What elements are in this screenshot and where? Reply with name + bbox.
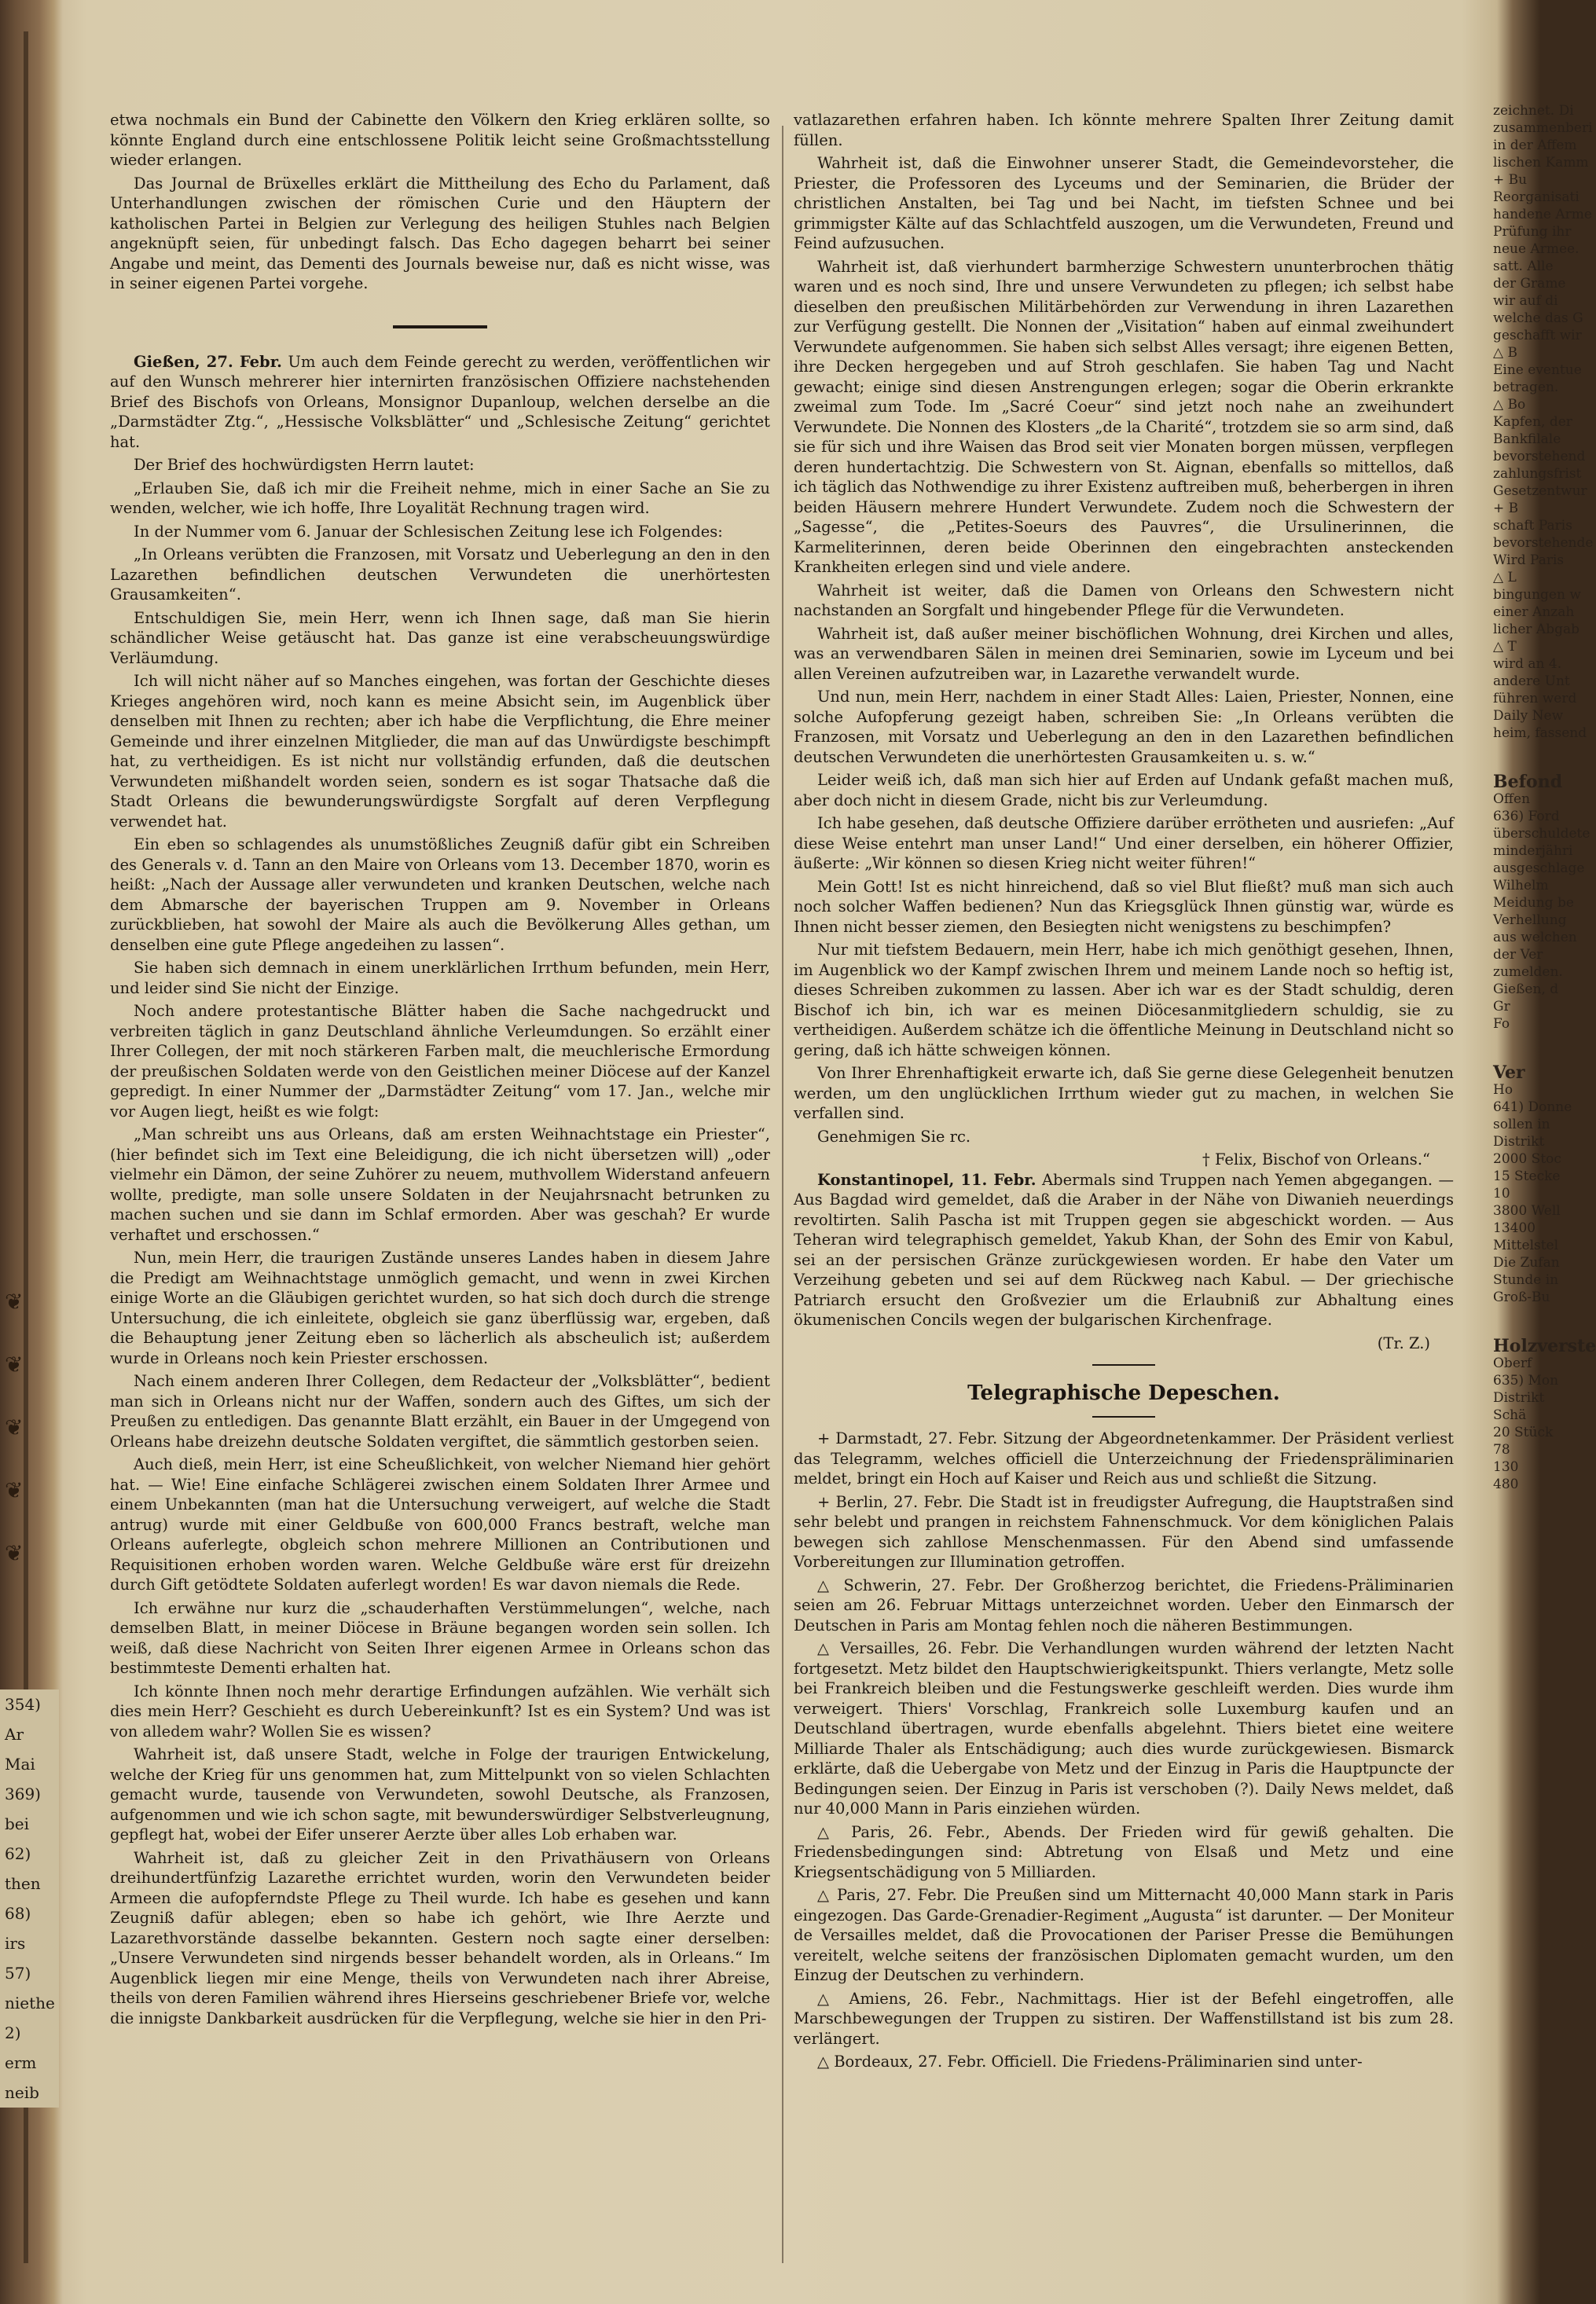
telegram-entry: △ Versailles, 26. Febr. Die Verhandlungen wurden während der letzten Nacht fortgesetzt. Metz bildet den Hauptschwierigkeitspunkt. Thiers verlangte, Metz solle bei Frankreich bleiben und die Festungswerke geschleift werden. Dies wurde ihm verweigert. Thiers' Vorschlag, Frankreich solle Luxemburg kaufen und an Deutschland übertragen, wurde ebenfalls abgelehnt. Thiers bietet eine weitere Milliarde Thaler als Entschädigung; auch dies wurde zurückgewiesen. Bismarck erklärte, daß die Uebergabe von Metz und der Einzug in Paris die Hauptpuncte der Bedingungen seien. Der Einzug in Paris ist verschoben (?). Daily News meldet, daß nur 40,000 Mann in Paris einziehen würden. (794, 1639, 1454, 1818)
article-paragraph: Von Ihrer Ehrenhaftigkeit erwarte ich, daß Sie gerne diese Gelegenheit benutzen werden, um den unglücklichen Irrthum wieder gut zu machen, in welchen Sie verfallen sind. (794, 1064, 1454, 1122)
next-page-text (1493, 102, 1594, 742)
telegram-entry: + Berlin, 27. Febr. Die Stadt ist in freudigster Aufregung, die Hauptstraßen sind sehr belebt und prangen in reichstem Fahnenschmuck. Vor dem königlichen Palais bewegen sich zahllose Menschenmassen. Für den Abend sind umfassende Vorbereitungen zur Illumination getroffen. (794, 1492, 1454, 1571)
telegram-entry: △ Bordeaux, 27. Febr. Officiell. Die Friedens-Präliminarien sind unter- (817, 2053, 1363, 2071)
fragment: erm (0, 2048, 59, 2078)
ad-heading: Befond (1493, 772, 1563, 792)
article-paragraph: Das Journal de Brüxelles erklärt die Mittheilung des Echo du Parlament, daß Unterhandlungen zwischen der römischen Curie und den Häuptern der katholischen Partei in Belgien zur Verlegung des heiligen Stuhles nach Belgien angeknüpft seien, für unbedingt falsch. Das Echo dagegen beharrt bei seiner Angabe und meint, das Dementi des Journals beweise nur, daß es nicht wisse, was in seiner eigenen Partei vorgehe. (110, 174, 770, 292)
text-fragment: Distrikt (1493, 1134, 1545, 1150)
article-paragraph: Ein eben so schlagendes als unumstößliches Zeugniß dafür gibt ein Schreiben des Generals v. d. Tann an den Maire von Orleans vom 13. December 1870, worin es heißt: „Nach der Aussage aller verwundeten und kranken Deutschen, welche nach dem Abmarsche der bayerischen Truppen am 9. November in Orleans zurückblieben, hat sowohl der Maire als auch die Bevölkerung Alles gethan, um denselben eine gute Pflege angedeihen zu lassen“. (110, 835, 770, 954)
text-fragment: minderjähri (1493, 843, 1573, 859)
ornament-icon: ❦ (5, 1414, 24, 1440)
right-column (794, 110, 1454, 2279)
ad-text (1493, 791, 1590, 1033)
fragment: bei (0, 1809, 59, 1839)
text-fragment: Prüfung ihr (1493, 224, 1572, 240)
fragment: 62) (0, 1839, 59, 1869)
text-fragment: neue Armee. (1493, 241, 1579, 257)
text-fragment: 10 (1493, 1186, 1510, 1202)
fragment: 68) (0, 1899, 59, 1928)
text-fragment: welche das G (1493, 310, 1583, 326)
text-fragment: lischen Kamm (1493, 155, 1589, 171)
telegram-entry: △ Amiens, 26. Febr., Nachmittags. Hier ist der Befehl eingetroffen, alle Marschbewegungen der Truppen zu sistiren. Der Waffenstillstand ist bis zum 28. verlängert. (794, 1989, 1454, 2048)
ad-text (1493, 1081, 1572, 1306)
fragment: niethe (0, 1988, 59, 2018)
text-fragment: Daily New (1493, 708, 1564, 724)
fragment: irs (0, 1928, 59, 1958)
text-fragment: wird an 4. (1493, 656, 1562, 672)
article-paragraph: Noch andere protestantische Blätter haben die Sache nachgedruckt und verbreiten täglich in ganz Deutschland ähnliche Verleumdungen. So erzählt einer Ihrer Collegen, der mit noch stärkeren Farben malt, die meuchlerische Ermordung der preußischen Soldaten werde von den Geistlichen meiner Diöcese auf der Kanzel gepredigt. In einer Nummer der „Darmstädter Zeitung“ vom 17. Jan., welche mir vor Augen liegt, heißt es wie folgt: (110, 1002, 770, 1121)
text-fragment: Die Zufan (1493, 1255, 1560, 1271)
ad-heading: Ver (1493, 1062, 1525, 1083)
text-fragment: Fo (1493, 1016, 1510, 1032)
text-fragment: 15 Stecke (1493, 1169, 1561, 1184)
text-fragment: Reorganisati (1493, 189, 1579, 205)
article-paragraph: In der Nummer vom 6. Januar der Schlesischen Zeitung lese ich Folgendes: (134, 522, 723, 541)
text-fragment: Gießen, d (1493, 981, 1559, 997)
text-fragment: Verhellung (1493, 912, 1567, 928)
fragment: 369) (0, 1779, 59, 1809)
text-fragment: △ L (1493, 570, 1517, 585)
text-fragment: 3800 Well (1493, 1203, 1561, 1219)
text-fragment: 20 Stück (1493, 1425, 1554, 1440)
fragment: 57) (0, 1958, 59, 1988)
text-fragment: zahlungsfrist (1493, 466, 1582, 482)
fragment: 354) (0, 1689, 59, 1719)
article-paragraph: Wahrheit ist, daß unsere Stadt, welche in Folge der traurigen Entwickelung, welche der Krieg für uns genommen hat, zum Mittelpunkt von so vielen Schlachten gemacht wurde, tausende von Verwundeten, sowohl Deutsche, als Franzosen, aufgenommen und wie ich schon sagte, mit bewunderswürdiger Selbstverleugnung, gepflegt hat, wobei der Eifer unserer Aerzte über alles Lob erhaben war. (110, 1745, 770, 1844)
article-paragraph: Sie haben sich demnach in einem unerklärlichen Irrthum befunden, mein Herr, und leider sind Sie nicht der Einzige. (110, 959, 770, 997)
text-fragment: Gesetzentwur (1493, 483, 1587, 499)
article-paragraph: Nun, mein Herr, die traurigen Zustände unseres Landes haben in diesem Jahre die Predigt am Weihnachtstage unmöglich gemacht, und wenn in zwei Kirchen einige Worte an die Gläubigen gerichtet wurden, so hat sich doch durch die strenge Untersuchung, die ich einleitete, obgleich sie ganz überflüssig war, ergeben, daß die Behauptung jener Zeitung eben so lächerlich als abscheulich ist; außerdem wurde in Orleans noch kein Priester erschossen. (110, 1249, 770, 1367)
article-paragraph: etwa nochmals ein Bund der Cabinette den Völkern den Krieg erklären sollte, so könnte England durch eine entschlossene Politik leicht seine Großmachtsstellung wieder erlangen. (110, 111, 770, 169)
column-rule (782, 126, 783, 2263)
text-fragment: der Ver (1493, 947, 1543, 963)
text-fragment: wir auf di (1493, 293, 1558, 309)
text-fragment: handene Arme (1493, 207, 1592, 222)
text-fragment: + Bu (1493, 172, 1528, 188)
text-fragment: Distrikt (1493, 1390, 1545, 1406)
text-fragment: Mittelstel (1493, 1238, 1559, 1253)
fragment: Ar (0, 1719, 59, 1749)
text-fragment: + B (1493, 501, 1519, 516)
text-fragment: Wird Paris (1493, 552, 1565, 568)
fragment: Mai (0, 1749, 59, 1779)
text-fragment: Kapfen, der (1493, 414, 1572, 430)
article-paragraph: Und nun, mein Herr, nachdem in einer Stadt Alles: Laien, Priester, Nonnen, eine solche Aufopferung gezeigt haben, schreiben Sie: „In Orleans verübten die Franzosen, mit Vorsatz und Ueberlegung an den in den Lazarethen befindlichen deutschen Verwundeten die unerhörtesten Grausamkeiten u. s. w.“ (794, 688, 1454, 766)
text-fragment: licher Abgab (1493, 622, 1579, 637)
ad-text (1493, 1355, 1572, 1493)
text-fragment: in der Affem (1493, 138, 1577, 153)
text-fragment: 130 (1493, 1459, 1519, 1475)
article-paragraph: Genehmigen Sie rc. (817, 1127, 971, 1146)
text-fragment: 636) Ford (1493, 809, 1560, 824)
ornament-icon: ❦ (5, 1540, 24, 1566)
article-paragraph: Nur mit tiefstem Bedauern, mein Herr, habe ich mich genöthigt gesehen, Ihnen, im Augenblick wo der Kampf zwischen Ihrem und meinem Lande noch so heftig ist, dieses Schreiben zukommen zu lassen. Aber ich war es der Stadt schuldig, deren Bischof ich bin, ich war es meinen Diöcesanmitgliedern schuldig, sie zu vertheidigen. Außerdem schätze ich die öffentliche Meinung in Deutschland nicht so gering, daß ich hätte schweigen können. (794, 941, 1454, 1059)
newspaper-page (86, 110, 1469, 2279)
article-paragraph: Leider weiß ich, daß man sich hier auf Erden auf Undank gefaßt machen muß, aber doch nicht in diesem Grade, nicht bis zur Verleumdung. (794, 771, 1454, 809)
text-fragment: betragen. (1493, 380, 1559, 395)
ornament-icon: ❦ (5, 1477, 24, 1503)
section-separator (393, 325, 487, 328)
article-paragraph: vatlazarethen erfahren haben. Ich könnte mehrere Spalten Ihrer Zeitung damit füllen. (794, 111, 1454, 149)
text-fragment: 635) Mon (1493, 1373, 1559, 1389)
text-fragment: Bankfilale (1493, 431, 1561, 447)
text-fragment: △ Bo (1493, 397, 1526, 413)
text-fragment: bingungen w (1493, 587, 1581, 603)
dateline: Konstantinopel, 11. Febr. (817, 1170, 1036, 1189)
text-fragment: Stunde in (1493, 1272, 1559, 1288)
dateline: Gießen, 27. Febr. (134, 352, 282, 371)
text-fragment: heim, fassend (1493, 725, 1587, 741)
text-fragment: Offen (1493, 791, 1531, 807)
text-fragment: schaft Paris (1493, 518, 1572, 534)
article-paragraph: Nach einem anderen Ihrer Collegen, dem Redacteur der „Volksblätter“, bedient man sich in Orleans nicht nur der Waffen, sondern auch des Giftes, um sich der Preußen zu entledigen. Das genannte Blatt erzählt, ein Bauer in der Umgegend von Orleans habe dreizehn deutsche Soldaten vergiftet, die sämmtlich gestorben seien. (110, 1372, 770, 1451)
text-fragment: bevorstehend (1493, 449, 1586, 464)
text-fragment: aus welchen (1493, 930, 1577, 945)
article-paragraph: „Erlauben Sie, daß ich mir die Freiheit nehme, mich in einer Sache an Sie zu wenden, welcher, wie ich hoffe, Ihre Loyalität Rechnung tragen wird. (110, 479, 770, 517)
text-fragment: 78 (1493, 1442, 1510, 1458)
section-separator (1092, 1364, 1155, 1366)
ornament-icon: ❦ (5, 1352, 24, 1378)
text-fragment: ausgeschlage (1493, 860, 1585, 876)
text-fragment: satt. Alle (1493, 259, 1554, 274)
article-paragraph: Mein Gott! Ist es nicht hinreichend, daß so viel Blut fließt? muß man sich auch noch solcher Waffen bedienen? Nun das Kriegsglück Ihnen günstig war, würde es Ihnen nicht besser ziemen, den Besiegten nicht wenigstens zu beschimpfen? (794, 877, 1454, 936)
telegram-entry: △ Paris, 26. Febr., Abends. Der Frieden wird für gewiß gehalten. Die Friedensbedingungen sind: Abtretung von Elsaß und Metz und eine Kriegsentschädigung von 5 Milliarden. (794, 1822, 1454, 1881)
text-fragment: einer Anzah (1493, 604, 1575, 620)
text-fragment: Schä (1493, 1407, 1527, 1423)
telegram-entry: △ Schwerin, 27. Febr. Der Großherzog berichtet, die Friedens-Präliminarien seien am 26. Februar Mittags unterzeichnet worden. Ueber den Einmarsch der Deutschen in Paris am Montag fehlen noch die näheren Bestimmungen. (794, 1576, 1454, 1634)
text-fragment: 13400 (1493, 1220, 1536, 1236)
text-fragment: Oberf (1493, 1356, 1532, 1371)
text-fragment: Meidung be (1493, 895, 1574, 911)
text-fragment: zumelden. (1493, 964, 1563, 980)
text-fragment: Gr (1493, 999, 1510, 1014)
text-fragment: sollen in (1493, 1117, 1550, 1132)
left-column (110, 110, 770, 2279)
ornament-icon: ❦ (5, 1289, 24, 1315)
telegram-entry: + Darmstadt, 27. Febr. Sitzung der Abgeordnetenkammer. Der Präsident verliest das Telegramm, welches officiell die Unterzeichnung der Friedenspräliminarien meldet, bringt ein Hoch auf Kaiser und Reich aus und schließt die Sitzung. (794, 1429, 1454, 1488)
article-paragraph: „Man schreibt uns aus Orleans, daß am ersten Weihnachtstage ein Priester“, (hier befindet sich im Text eine Beleidigung, die ich nicht übersetzen will) „oder vielmehr ein Dämon, der seine Zuhörer zu neuem, muthvollem Widerstand anfeuern wollte, predigte, man solle unsere Soldaten in der Neujahrsnacht betrunken zu machen suchen und sie dann im Schlaf ermorden. Aber was geschah? Er wurde verhaftet und erschossen.“ (110, 1125, 770, 1244)
article-paragraph: Ich könnte Ihnen noch mehr derartige Erfindungen aufzählen. Wie verhält sich dies mein Herr? Geschieht es durch Uebereinkunft? Ist es ein System? Und was ist von alledem wahr? Wollen Sie es wissen? (110, 1682, 770, 1741)
article-paragraph: Ich erwähne nur kurz die „schauderhaften Verstümmelungen“, welche, nach demselben Blatt, in meiner Diöcese in Bräune begangen worden sein sollen. Ich weiß, daß diese Nachricht von Seiten Ihrer eigenen Armee in Orleans schon das bestimmteste Dementi erhalten hat. (110, 1598, 770, 1677)
text-fragment: 2000 Stoc (1493, 1151, 1561, 1167)
text-fragment: Groß-Bu (1493, 1290, 1550, 1305)
letter-signature: † Felix, Bischof von Orleans.“ (1202, 1150, 1430, 1169)
telegram-entry: △ Paris, 27. Febr. Die Preußen sind um Mitternacht 40,000 Mann stark in Paris eingezogen. Das Garde-Grenadier-Regiment „Augusta“ ist darunter. — Der Moniteur de Versailles meldet, daß die Provocationen der Pariser Presse die Bemühungen vereitelt, welche seitens der französischen Diplomaten gemacht wurden, um den Einzug der Deutschen zu verhindern. (794, 1886, 1454, 1984)
article-paragraph: Ich will nicht näher auf so Manches eingehen, was fortan der Geschichte dieses Krieges angehören wird, noch kann es meine Absicht sein, im Augenblick über denselben mit Ihnen zu rechten; aber ich habe die Verpflichtung, die Ehre meiner Gemeinde und ihrer einzelnen Mitglieder, die man auf das Unwürdigste beschimpft hat, zu vertheidigen. Es ist nicht nur vollständig erfunden, daß die deutschen Verwundeten mißhandelt worden seien, sondern es ist sogar Thatsache daß die Stadt Orleans die bewunderungswürdigste Sorgfalt auf deren Verpflegung verwendet hat. (110, 672, 770, 831)
article-paragraph: Entschuldigen Sie, mein Herr, wenn ich Ihnen sage, daß man Sie hierin schändlicher Weise getäuscht hat. Das ganze ist eine verabscheuungswürdige Verläumdung. (110, 608, 770, 667)
text-fragment: Eine eventue (1493, 362, 1582, 378)
text-fragment: führen werd (1493, 691, 1577, 706)
previous-page-fragments (0, 1689, 59, 2108)
text-fragment: der Grame (1493, 276, 1566, 292)
fragment: 2) (0, 2018, 59, 2048)
fragment: then (0, 1869, 59, 1899)
article-paragraph: Wahrheit ist, daß außer meiner bischöflichen Wohnung, drei Kirchen und alles, was an verwendbaren Sälen in meinen drei Seminarien, sowie im Lyceum und bei allen Vereinen aufzutreiben war, in Lazarethe verwandelt wurde. (794, 624, 1454, 683)
text-fragment: 480 (1493, 1477, 1519, 1492)
article-paragraph: „In Orleans verübten die Franzosen, mit Vorsatz und Ueberlegung an den in den Lazarethen befindlichen deutschen Verwundeten die unerhörtesten Grausamkeiten“. (110, 545, 770, 604)
article-paragraph: Ich habe gesehen, daß deutsche Offiziere darüber erröthеten und ausriefen: „Auf diese Weise entehrt man unser Land!“ Und einer derselben, ein höherer Offizier, äußerte: „Wir können so diesen Krieg nicht weiter führen!“ (794, 814, 1454, 872)
next-page-edge (1493, 102, 1596, 2271)
section-separator (1092, 1416, 1155, 1418)
text-fragment: geschafft wir (1493, 328, 1582, 343)
article-paragraph: Auch dieß, mein Herr, ist eine Scheußlichkeit, von welcher Niemand hier gehört hat. — Wie! Eine einfache Schlägerei zwischen einem Soldaten Ihrer Armee und einem Unbekannten (man hat die Untersuchung verweigert, auf welche die Stadt antrug) wurde mit einer Geldbuße von 600,000 Francs bestraft, welche man Orleans auferlegte, obgleich schon mehrere Millionen an Contributionen und Requisitionen erhoben worden waren. Welche Geldbuße wäre erst für dreizehn durch Gift getödtete Soldaten auferlegt worden! Es war davon niemals die Rede. (110, 1455, 770, 1594)
article-paragraph: Der Brief des hochwürdigsten Herrn lautet: (134, 456, 475, 474)
article-text: Abermals sind Truppen nach Yemen abgegangen. — Aus Bagdad wird gemeldet, daß die Araber in der Nähe von Diwanieh neuerdings revoltirten. Salih Pascha ist mit Truppen gegen sie abgeschickt worden. — Aus Teheran wird telegraphisch gemeldet, Yakub Khan, der Sohn des Emir von Kabul, sei an der persischen Gränze zurückgewiesen worden. Er habe den Vater um Verzeihung gebeten und sei auf dem Rückweg nach Kabul. — Der griechische Patriarch ersucht den Großvezier um die Erlaubniß zur Abhaltung eines ökumenischen Concils wegen der bulgarischen Kirchenfrage. (794, 1170, 1455, 1329)
text-fragment: △ B (1493, 345, 1517, 361)
article-paragraph (794, 1170, 1454, 1330)
text-fragment: zeichnet. Di (1493, 103, 1574, 119)
text-fragment: überschuldete (1493, 826, 1590, 842)
text-fragment: 641) Donne (1493, 1099, 1572, 1115)
article-paragraph: Wahrheit ist, daß die Einwohner unserer Stadt, die Gemeindevorsteher, die Priester, die Professoren des Lyceums und der Seminarien, die Brüder der christlichen Anstalten, bei Tag und bei Nacht, im tiefsten Schnee und bei grimmigster Kälte auf das Schlachtfeld auszogen, um die Verwundeten, Freund und Feind aufzusuchen. (794, 154, 1454, 252)
fragment: neib (0, 2078, 59, 2108)
binding-gutter (0, 0, 64, 2304)
source-credit: (Tr. Z.) (1377, 1334, 1430, 1352)
article-paragraph: Wahrheit ist, daß zu gleicher Zeit in den Privathäusern von Orleans dreihundertfünfzig Lazarethe errichtet wurden, worin den Verwundeten beider Armeen die aufopferndste Pflege zu Theil wurde. Ich habe es gesehen und kann Zeugniß dafür ablegen; eben so habe ich gehört, wie Ihre Aerzte und Lazarethvorstände dasselbe bekannten. Gestern noch sagte einer derselben: „Unsere Verwundeten sind nirgends besser behandelt worden, als in Orleans.“ Im Augenblick liegen mir eine Menge, theils von Verwundeten nach ihrer Abreise, theils von deren Familien während ihres Hierseins geschriebener Briefe vor, welche die innigste Dankbarkeit ausdrücken für die Verpflegung, welche sie hier in den Pri- (110, 1848, 770, 2027)
article-paragraph: Wahrheit ist weiter, daß die Damen von Orleans den Schwestern nicht nachstanden an Sorgfalt und hingebender Pflege für die Verwundeten. (794, 581, 1454, 619)
text-fragment: andere Unt (1493, 673, 1570, 689)
article-paragraph (110, 352, 770, 453)
article-text: Um auch dem Feinde gerecht zu werden, veröffentlichen wir auf den Wunsch mehrerer hier internirten französischen Offiziere nachstehenden Brief des Bischofs von Orleans, Monsignor Dupanloup, welchen derselbe an die „Darmstädter Ztg.“, „Hessische Volksblätter“ und „Schlesische Zeitung“ gerichtet hat. (110, 352, 770, 451)
text-fragment: bevorstehende (1493, 535, 1594, 551)
text-fragment: △ T (1493, 639, 1517, 655)
text-fragment: Wilhelm (1493, 878, 1549, 893)
section-heading: Telegraphische Depeschen. (967, 1381, 1280, 1405)
ad-heading: Holzverste (1493, 1336, 1596, 1356)
text-fragment: zusammenberi (1493, 120, 1593, 136)
article-paragraph: Wahrheit ist, daß vierhundert barmherzige Schwestern ununterbrochen thätig waren und es noch sind, Ihre und unsere Verwundeten zu pflegen; ich selbst habe dieselben den preußischen Militärbehörden zur Verwendung in ihren Lazarethen zur Verfügung gestellt. Die Nonnen der „Visitation“ haben auf einmal zweihundert Verwundete aufgenommen. Sie haben sich selbst Alles versagt; ihre eigenen Betten, ihre Decken hergegeben und auf Stroh geschlafen. Sie haben Tag und Nacht gewacht; einige sind diesen Anstrengungen erlegen; sogar die Oberin erkrankte zweimal zum Tode. Im „Sacré Coeur“ sind jetzt noch nahe an zweihundert Verwundete. Die Nonnen des Klosters „de la Charité“, trotzdem sie so arm sind, daß sie für sich und ihre Waisen das Brod seit vier Monaten borgen müssen, verpflegen deren hundertachtzig. Die Schwestern von St. Aignan, ebenfalls so mittellos, daß ich täglich das Nothwendige zu ihrer Existenz auftreiben muß, beherbergen in ihren beiden Häusern mehrere Hundert Verwundete. Zudem noch die Schwestern der „Sagesse“, die „Petites-Soeurs des Pauvres“, die Ursulinerinnen, die Karmeliterinnen, deren beide Oberinnen den eingebrachten ansteckenden Krankheiten erlegen sind und viele andere. (794, 257, 1454, 576)
text-fragment: Ho (1493, 1082, 1513, 1098)
